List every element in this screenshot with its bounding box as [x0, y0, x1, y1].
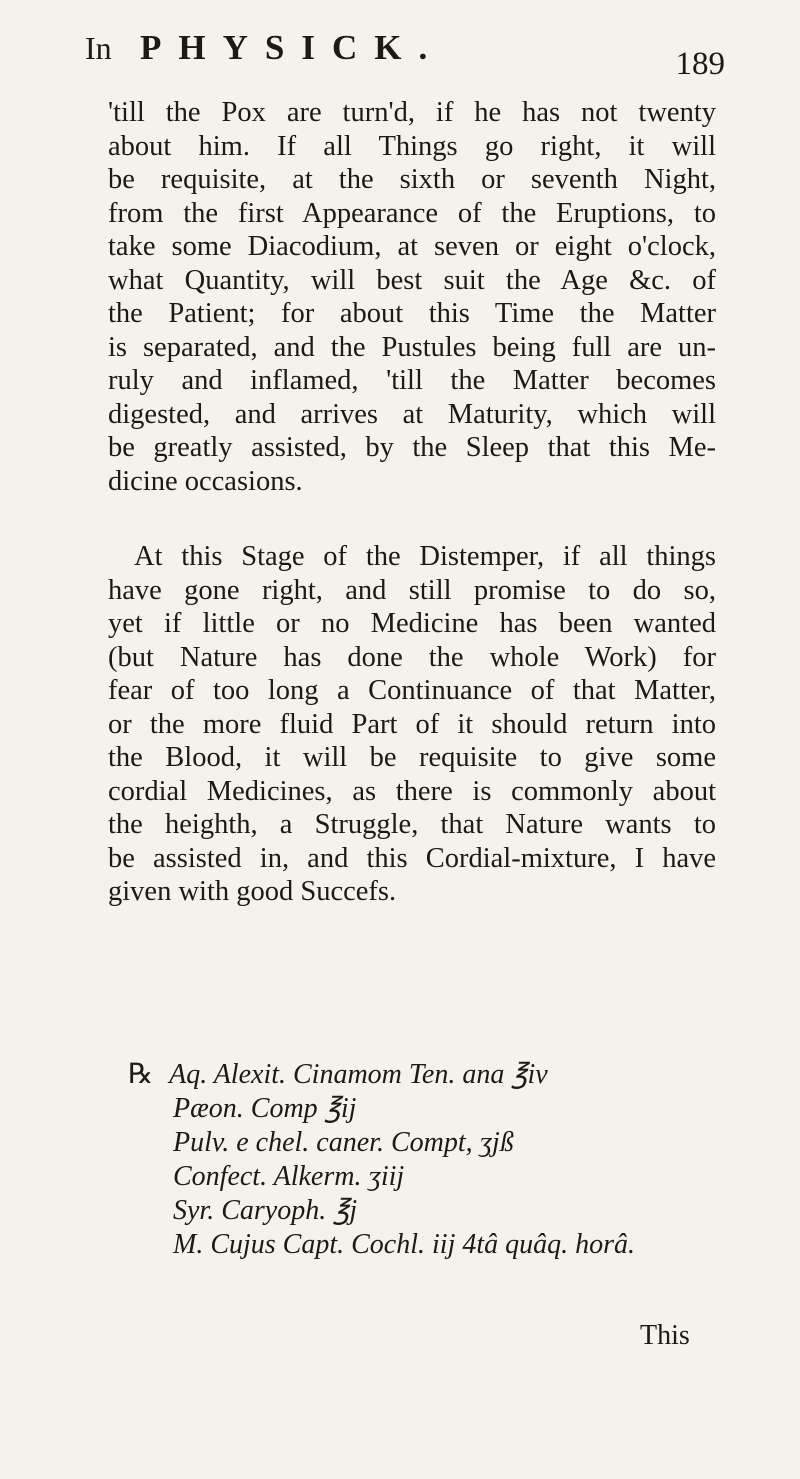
body-text	[108, 96, 716, 909]
text-line: have gone right, and still promise to do so,	[108, 574, 716, 606]
paragraph-1	[108, 96, 716, 498]
text-line: the Patient; for about this Time the Matter	[108, 298, 716, 329]
text-line: be greatly assisted, by the Sleep that this Me-	[108, 432, 716, 463]
text-line: from the first Appearance of the Eruptions, to	[108, 197, 716, 229]
text-line: cordial Medicines, as there is commonly about	[108, 775, 716, 807]
recipe-line	[128, 1058, 728, 1092]
text-line: dicine occasions.	[108, 465, 303, 497]
recipe-line: M. Cujus Capt. Cochl. iij 4tâ quâq. horâ.	[173, 1229, 636, 1260]
text-line: yet if little or no Medicine has been wanted	[108, 608, 716, 639]
text-line: be assisted in, and this Cordial-mixture, I have	[108, 842, 716, 874]
text-line: fear of too long a Continuance of that Matter,	[108, 675, 716, 706]
recipe-line: Syr. Caryoph. ℥j	[173, 1195, 358, 1226]
text-line: At this Stage of the Distemper, if all things	[134, 541, 716, 572]
recipe-symbol: ℞	[128, 1059, 154, 1090]
text-line: digested, and arrives at Maturity, which will	[108, 398, 716, 430]
text-line: (but Nature has done the whole Work) for	[108, 641, 716, 673]
paragraph-2	[108, 540, 716, 909]
recipe-line: Confect. Alkerm. ʒiij	[173, 1161, 405, 1192]
running-header	[85, 22, 725, 82]
header-prefix: In	[85, 30, 112, 66]
recipe-line: Pulv. e chel. caner. Compt, ʒjß	[173, 1127, 514, 1158]
recipe-line: Pæon. Comp ℥ij	[173, 1093, 357, 1124]
text-line: what Quantity, will best suit the Age &c. of	[108, 264, 716, 296]
text-line: is separated, and the Pustules being full are un-	[108, 331, 716, 363]
text-line: be requisite, at the sixth or seventh Night,	[108, 164, 716, 195]
text-line: ruly and inflamed, 'till the Matter becomes	[108, 365, 716, 396]
catchword: This	[640, 1320, 690, 1351]
text-line: given with good Succefs.	[108, 876, 397, 907]
text-line: about him. If all Things go right, it will	[108, 130, 716, 162]
page-number: 189	[675, 46, 725, 82]
text-line: or the more fluid Part of it should return into	[108, 708, 716, 740]
recipe-text: Aq. Alexit. Cinamom Ten. ana ℥iv	[169, 1059, 548, 1090]
text-line: take some Diacodium, at seven or eight o'clock,	[108, 231, 716, 262]
recipe-block	[128, 1058, 728, 1262]
text-line: the heighth, a Struggle, that Nature wants to	[108, 809, 716, 840]
text-line: the Blood, it will be requisite to give some	[108, 742, 716, 773]
header-title: PHYSICK.	[140, 28, 445, 67]
text-line: 'till the Pox are turn'd, if he has not twenty	[108, 97, 716, 128]
